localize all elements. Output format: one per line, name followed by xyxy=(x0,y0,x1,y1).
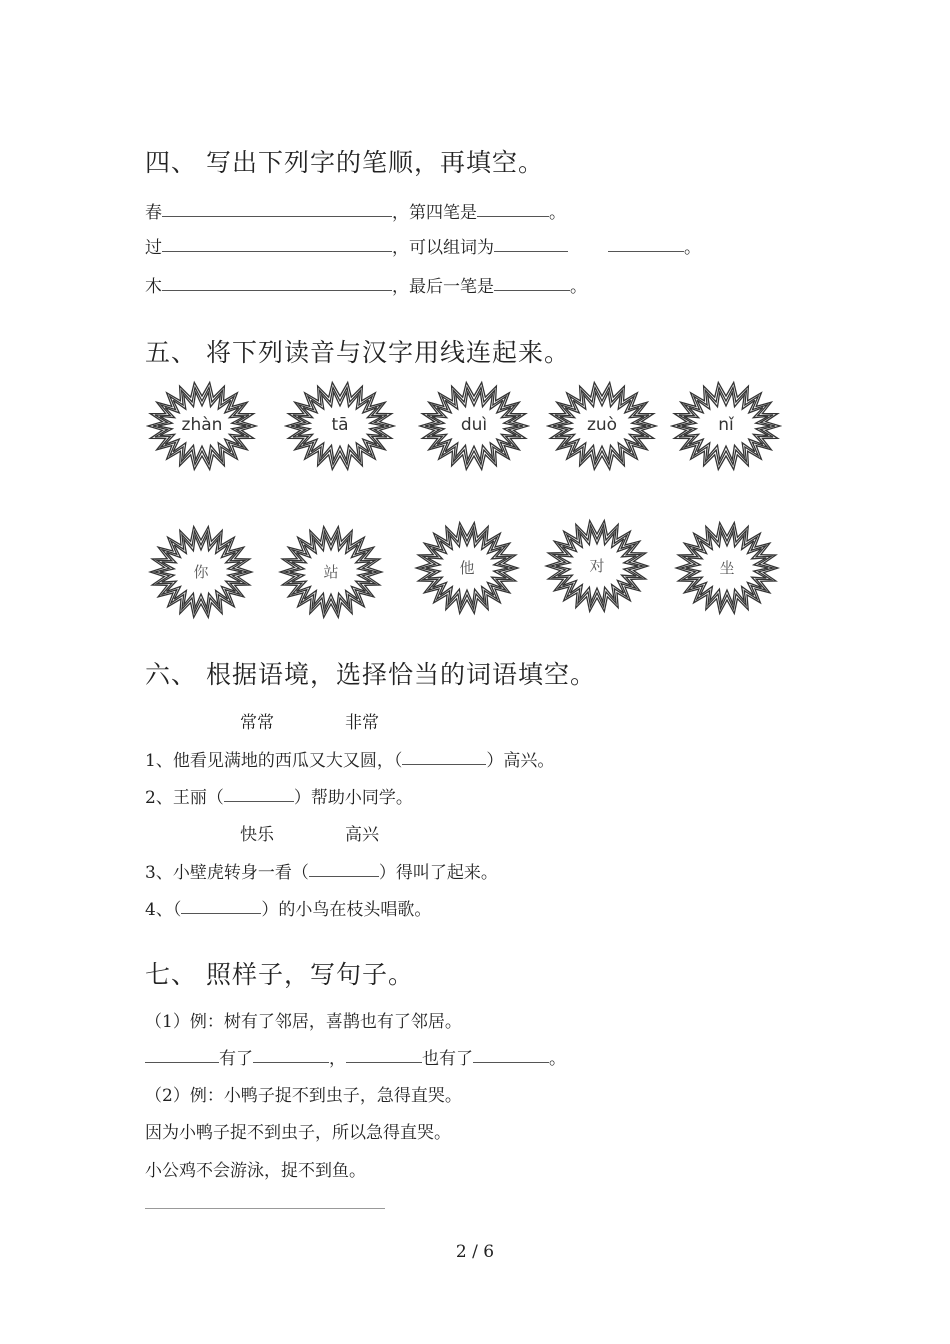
example-2-task: 小公鸡不会游泳，捉不到鱼。 xyxy=(145,1161,366,1181)
answer-blank[interactable] xyxy=(494,250,568,252)
hanzi-burst-label: 坐 xyxy=(719,559,735,577)
hanzi-burst-label: 站 xyxy=(323,563,339,581)
stroke-row-text: ，可以组词为 xyxy=(392,238,494,258)
word-option: 快乐 xyxy=(240,825,274,845)
hanzi-burst[interactable] xyxy=(278,524,384,620)
question-text: 1、他看见满地的西瓜又大又圆，（ xyxy=(145,751,403,771)
example-1: （1）例：树有了邻居，喜鹊也有了邻居。 xyxy=(145,1012,462,1032)
fill-text: 有了 xyxy=(219,1049,253,1069)
stroke-blank[interactable] xyxy=(162,289,392,291)
answer-blank[interactable] xyxy=(224,800,294,802)
stroke-row-text: ，最后一笔是 xyxy=(392,277,494,297)
hanzi-burst[interactable] xyxy=(544,518,650,614)
section4-heading: 四、 写出下列字的笔顺，再填空。 xyxy=(145,148,544,177)
section7-heading: 七、 照样子，写句子。 xyxy=(145,960,414,989)
hanzi-burst[interactable] xyxy=(148,524,254,620)
answer-blank[interactable] xyxy=(346,1061,422,1063)
footnote-divider xyxy=(145,1208,385,1209)
word-option: 常常 xyxy=(240,713,274,733)
word-option: 非常 xyxy=(345,713,379,733)
stroke-char: 木 xyxy=(145,277,162,297)
hanzi-burst-label: 他 xyxy=(459,559,475,577)
fill-text: 。 xyxy=(549,1049,566,1069)
hanzi-burst[interactable] xyxy=(414,520,520,616)
pinyin-burst[interactable] xyxy=(146,380,258,472)
question-1 xyxy=(145,746,554,771)
pinyin-burst-label: zuò xyxy=(586,415,618,435)
answer-blank[interactable] xyxy=(145,1061,219,1063)
stroke-char: 春 xyxy=(145,203,162,223)
question-text: ）帮助小同学。 xyxy=(293,788,413,808)
stroke-row-3 xyxy=(145,272,587,297)
answer-blank[interactable] xyxy=(477,215,549,217)
question-3 xyxy=(145,858,498,883)
answer-blank[interactable] xyxy=(494,289,570,291)
stroke-blank[interactable] xyxy=(162,250,392,252)
answer-blank[interactable] xyxy=(473,1061,549,1063)
stroke-char: 过 xyxy=(145,238,162,258)
pinyin-burst-label: tā xyxy=(331,415,349,435)
answer-blank[interactable] xyxy=(608,250,684,252)
answer-blank[interactable] xyxy=(181,912,261,914)
pinyin-burst[interactable] xyxy=(546,380,658,472)
question-text: 3、小壁虎转身一看（ xyxy=(145,863,309,883)
section6-heading: 六、 根据语境，选择恰当的词语填空。 xyxy=(145,660,596,689)
example-2: （2）例：小鸭子捉不到虫子，急得直哭。 xyxy=(145,1086,462,1106)
stroke-row-2 xyxy=(145,233,701,258)
hanzi-burst[interactable] xyxy=(674,520,780,616)
pinyin-burst[interactable] xyxy=(418,380,530,472)
example-2-answer: 因为小鸭子捉不到虫子，所以急得直哭。 xyxy=(145,1123,451,1143)
period: 。 xyxy=(549,203,566,223)
answer-blank[interactable] xyxy=(309,875,379,877)
question-text: ）的小鸟在枝头唱歌。 xyxy=(261,900,432,920)
page-number: 2 / 6 xyxy=(455,1242,495,1262)
period: 。 xyxy=(684,238,701,258)
stroke-row-1 xyxy=(145,198,566,223)
fill-text: 也有了 xyxy=(422,1049,473,1069)
answer-blank[interactable] xyxy=(402,763,486,765)
stroke-blank[interactable] xyxy=(162,215,392,217)
question-text: ）高兴。 xyxy=(486,751,555,771)
question-4 xyxy=(145,895,431,920)
question-text: 4、（ xyxy=(145,900,182,920)
section5-heading: 五、 将下列读音与汉字用线连起来。 xyxy=(145,338,570,367)
question-text: 2、王丽（ xyxy=(145,788,224,808)
hanzi-burst-label: 对 xyxy=(589,557,605,575)
example-1-fill xyxy=(145,1044,566,1069)
fill-text: ， xyxy=(329,1049,346,1069)
pinyin-burst-label: nǐ xyxy=(718,415,734,435)
pinyin-burst-label: duì xyxy=(460,415,488,435)
word-option: 高兴 xyxy=(345,825,379,845)
pinyin-burst[interactable] xyxy=(670,380,782,472)
question-2 xyxy=(145,783,413,808)
pinyin-burst[interactable] xyxy=(284,380,396,472)
pinyin-burst-label: zhàn xyxy=(181,415,223,435)
hanzi-burst-label: 你 xyxy=(193,563,209,581)
stroke-row-text: ，第四笔是 xyxy=(392,203,477,223)
answer-blank[interactable] xyxy=(253,1061,329,1063)
question-text: ）得叫了起来。 xyxy=(378,863,498,883)
period: 。 xyxy=(570,277,587,297)
